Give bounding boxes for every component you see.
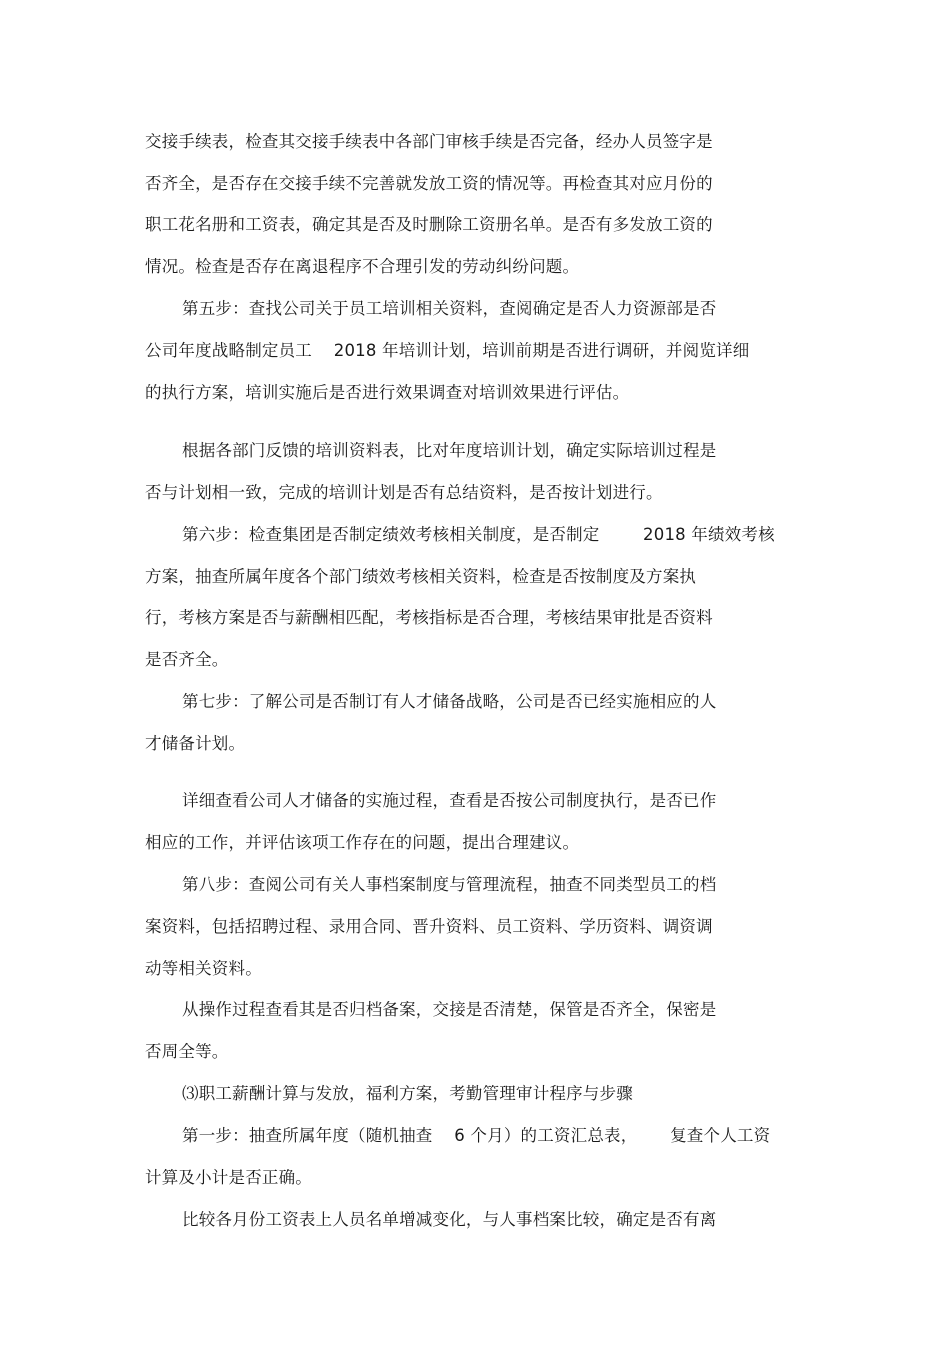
text-line-17: 相应的工作，并评估该项工作存在的问题，提出合理建议。 — [145, 833, 580, 852]
text-line-19: 案资料，包括招聘过程、录用合同、晋升资料、员工资料、学历资料、调资调 — [145, 917, 713, 936]
text-line-8: 根据各部门反馈的培训资料表，比对年度培训计划，确定实际培训过程是 — [182, 441, 717, 460]
text-line-2: 否齐全，是否存在交接手续不完善就发放工资的情况等。再检查其对应月份的 — [145, 174, 713, 193]
text-line-6: 公司年度战略制定员工 2018 年培训计划，培训前期是否进行调研，并阅览详细 — [145, 341, 750, 360]
text-line-4: 情况。检查是否存在离退程序不合理引发的劳动纠纷问题。 — [145, 257, 580, 276]
text-line-25: 计算及小计是否正确。 — [145, 1168, 312, 1187]
text-line-12: 行，考核方案是否与薪酬相匹配，考核指标是否合理，考核结果审批是否资料 — [145, 608, 713, 627]
text-line-20: 动等相关资料。 — [145, 959, 262, 978]
text-line-9: 否与计划相一致，完成的培训计划是否有总结资料，是否按计划进行。 — [145, 483, 663, 502]
text-line-5: 第五步：查找公司关于员工培训相关资料，查阅确定是否人力资源部是否 — [182, 299, 717, 318]
text-line-7: 的执行方案，培训实施后是否进行效果调查对培训效果进行评估。 — [145, 383, 630, 402]
text-line-24: 第一步：抽查所属年度（随机抽查 6 个月）的工资汇总表， 复查个人工资 — [182, 1126, 771, 1145]
text-line-1: 交接手续表，检查其交接手续表中各部门审核手续是否完备，经办人员签字是 — [145, 132, 713, 151]
text-line-16: 详细查看公司人才储备的实施过程，查看是否按公司制度执行，是否已作 — [182, 791, 717, 810]
text-line-22: 否周全等。 — [145, 1042, 229, 1061]
text-line-18: 第八步：查阅公司有关人事档案制度与管理流程，抽查不同类型员工的档 — [182, 875, 717, 894]
text-line-26: 比较各月份工资表上人员名单增减变化，与人事档案比较，确定是否有离 — [182, 1210, 717, 1229]
text-line-10: 第六步：检查集团是否制定绩效考核相关制度，是否制定 2018 年绩效考核 — [182, 525, 775, 544]
text-line-14: 第七步：了解公司是否制订有人才储备战略，公司是否已经实施相应的人 — [182, 692, 717, 711]
text-line-3: 职工花名册和工资表，确定其是否及时删除工资册名单。是否有多发放工资的 — [145, 215, 713, 234]
text-line-11: 方案，抽查所属年度各个部门绩效考核相关资料，检查是否按制度及方案执 — [145, 567, 697, 586]
text-line-21: 从操作过程查看其是否归档备案，交接是否清楚，保管是否齐全，保密是 — [182, 1000, 717, 1019]
section-heading: ⑶职工薪酬计算与发放，福利方案，考勤管理审计程序与步骤 — [182, 1084, 633, 1103]
text-line-13: 是否齐全。 — [145, 650, 229, 669]
text-line-15: 才储备计划。 — [145, 734, 246, 753]
